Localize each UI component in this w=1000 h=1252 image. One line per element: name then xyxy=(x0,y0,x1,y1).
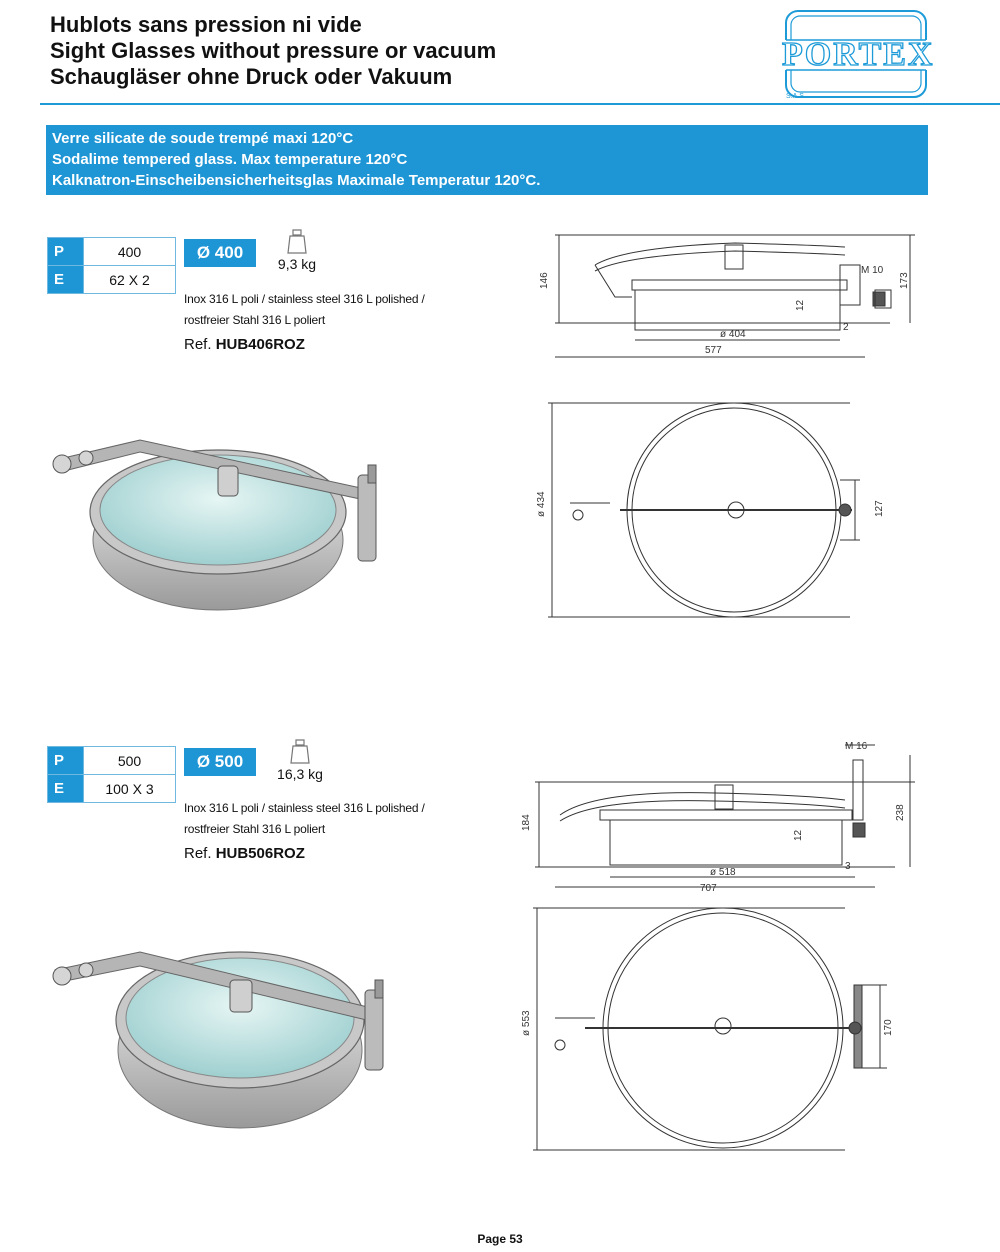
spec-value-e: 100 X 3 xyxy=(84,775,176,803)
title-english: Sight Glasses without pressure or vacuum xyxy=(50,38,497,63)
title-german: Schaugläser ohne Druck oder Vakuum xyxy=(50,64,453,89)
diameter-badge: Ø 500 xyxy=(184,748,256,776)
spec-table-400 xyxy=(47,237,176,294)
page-title-block xyxy=(50,12,496,90)
dim-glass-thickness: 12 xyxy=(793,829,804,841)
ref-code: HUB406ROZ xyxy=(215,336,305,353)
spec-row-p xyxy=(48,747,176,775)
banner-line-french: Verre silicate de soude trempé maxi 120°C xyxy=(52,130,354,147)
weight-icon xyxy=(290,738,310,764)
product-photo xyxy=(40,420,400,620)
ref-prefix: Ref. xyxy=(184,845,212,862)
spec-key-e: E xyxy=(48,775,84,803)
material-line-2: rostfreier Stahl 316 L poliert xyxy=(184,313,325,327)
dim-height-left: 146 xyxy=(539,272,550,289)
weight-value: 16,3 kg xyxy=(277,766,323,782)
dim-overall-length: 707 xyxy=(700,883,717,894)
dim-glass-thickness: 12 xyxy=(795,299,806,311)
dim-outer-diameter: ø 553 xyxy=(521,1010,532,1036)
banner-line-german: Kalknatron-Einscheibensicherheitsglas Maximale Temperatur 120°C. xyxy=(52,172,541,189)
weight-block xyxy=(267,228,327,272)
material-line-2: rostfreier Stahl 316 L poliert xyxy=(184,822,325,836)
spec-key-p: P xyxy=(48,238,84,266)
spec-key-p: P xyxy=(48,747,84,775)
dim-height-left: 184 xyxy=(521,814,532,831)
side-view-drawing xyxy=(535,225,930,375)
dim-thread: M 10 xyxy=(861,265,884,276)
spec-row-e xyxy=(48,266,176,294)
dim-inner-diameter: ø 518 xyxy=(710,867,736,878)
page-number: Page 53 xyxy=(477,1232,523,1246)
spec-table-500 xyxy=(47,746,176,803)
logo-wordmark: PORTEX xyxy=(782,36,935,73)
ref-code: HUB506ROZ xyxy=(215,845,305,862)
spec-value-e: 62 X 2 xyxy=(84,266,176,294)
top-view-drawing xyxy=(515,900,915,1160)
diameter-badge: Ø 400 xyxy=(184,239,256,267)
side-view-drawing xyxy=(515,735,930,895)
logo-subtext: S.A.S. xyxy=(786,93,806,100)
dim-inner-diameter: ø 404 xyxy=(720,329,746,340)
weight-value: 9,3 kg xyxy=(277,256,317,272)
spec-value-p: 400 xyxy=(84,238,176,266)
dim-gap: 3 xyxy=(845,861,851,872)
material-line-1: Inox 316 L poli / stainless steel 316 L polished / xyxy=(184,292,425,306)
glass-spec-banner xyxy=(46,125,928,195)
dim-height-right: 173 xyxy=(899,272,910,289)
weight-icon xyxy=(287,228,307,254)
dim-outer-diameter: ø 434 xyxy=(536,491,547,517)
dim-overall-length: 577 xyxy=(705,345,722,356)
header-divider xyxy=(40,103,1000,105)
product-reference xyxy=(184,336,305,353)
title-french: Hublots sans pression ni vide xyxy=(50,12,362,37)
weight-block xyxy=(270,738,330,782)
dim-handle-length: 127 xyxy=(874,500,885,517)
spec-key-e: E xyxy=(48,266,84,294)
material-line-1: Inox 316 L poli / stainless steel 316 L polished / xyxy=(184,801,425,815)
spec-row-p xyxy=(48,238,176,266)
dim-height-right: 238 xyxy=(895,804,906,821)
spec-row-e xyxy=(48,775,176,803)
ref-prefix: Ref. xyxy=(184,336,212,353)
product-photo xyxy=(40,940,400,1140)
material-description xyxy=(184,798,425,840)
dim-thread: M 16 xyxy=(845,741,868,752)
portex-logo xyxy=(782,8,935,102)
product-reference xyxy=(184,845,305,862)
banner-line-english: Sodalime tempered glass. Max temperature 120°C xyxy=(52,151,408,168)
dim-gap: 2 xyxy=(843,322,849,333)
top-view-drawing xyxy=(530,395,925,630)
spec-value-p: 500 xyxy=(84,747,176,775)
material-description xyxy=(184,289,425,331)
dim-handle-length: 170 xyxy=(883,1019,894,1036)
